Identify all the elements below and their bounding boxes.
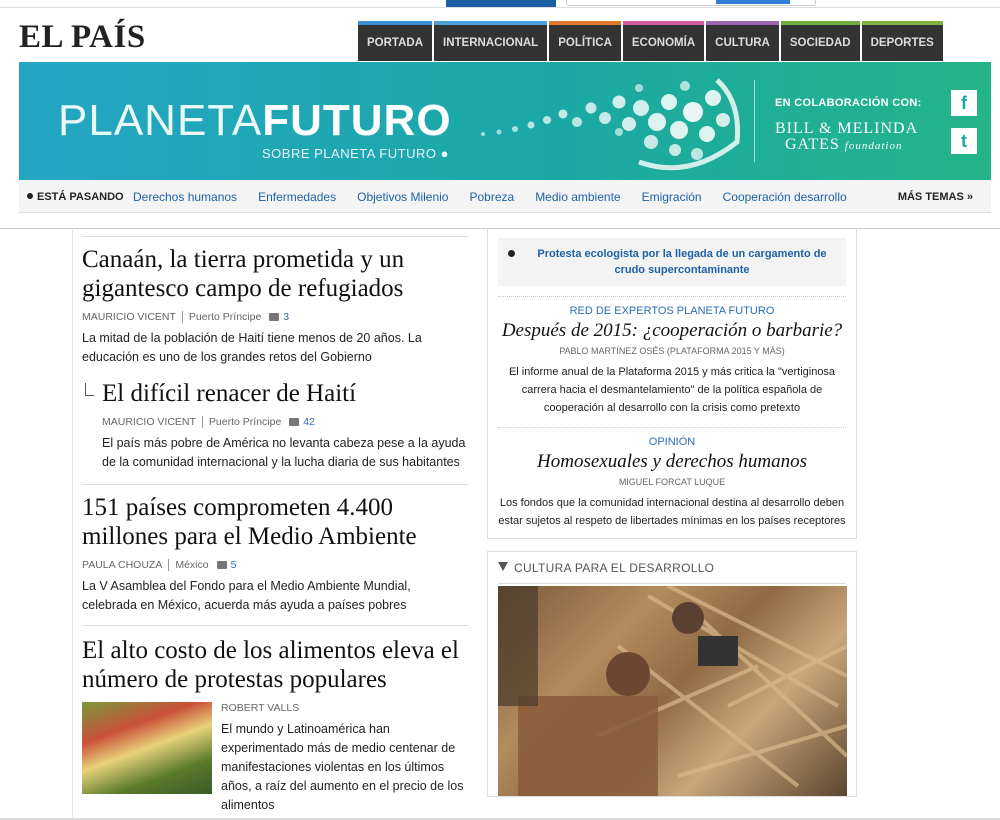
more-topics-link[interactable]: MÁS TEMAS » <box>897 191 973 203</box>
article <box>82 626 468 820</box>
subnav-link[interactable]: Medio ambiente <box>535 190 621 204</box>
photo-texture <box>498 586 847 796</box>
twitter-icon[interactable]: t <box>951 128 977 154</box>
left-column <box>82 236 468 820</box>
nav-item-internacional[interactable]: INTERNACIONAL <box>434 21 547 61</box>
article-headline[interactable]: 151 países comprometen 4.400 millones para el Medio Ambiente <box>82 494 417 550</box>
opinion-byline[interactable]: PABLO MARTÍNEZ OSÉS (PLATAFORMA 2015 Y MÁS) <box>559 346 785 356</box>
nav-item-sociedad[interactable]: SOCIEDAD <box>781 21 860 61</box>
article-summary: La V Asamblea del Fondo para el Medio Ambiente Mundial, celebrada en México, acuerda más ayuda a países pobres <box>82 579 411 612</box>
nav-item-portada[interactable]: PORTADA <box>358 21 432 61</box>
culture-section <box>487 551 857 797</box>
subnav-link[interactable]: Derechos humanos <box>133 190 238 204</box>
article-author[interactable]: MAURICIO VICENT <box>82 311 176 323</box>
opinion-text: Los fondos que la comunidad internacional destina al desarrollo deben estar sujetos al respeto de libertades mínimas en los países receptores <box>498 497 846 527</box>
right-column <box>487 228 857 797</box>
subnav-bar <box>19 180 991 213</box>
opinion-byline[interactable]: MIGUEL FORCAT LUQUE <box>618 477 726 487</box>
arrow-circle-icon: ● <box>440 146 449 161</box>
gates-foundation-logo[interactable]: BILL & MELINDA GATES foundation <box>775 120 919 153</box>
browser-top-strip <box>0 0 1000 8</box>
comment-count[interactable]: 5 <box>217 559 237 571</box>
article-summary: El mundo y Latinoamérica han experimentado más de medio centenar de manifestaciones violentas en los últimos años, a raíz del aumento en el precio de los alimentos <box>221 722 464 812</box>
article <box>82 485 468 626</box>
section-photo[interactable] <box>498 586 847 796</box>
opinion-text: El informe anual de la Plataforma 2015 y más critica la "vertiginosa carrera hacia el desmantelamiento" de la política española de cooperación al desarrollo con la crisis como pretexto <box>508 366 836 414</box>
article-text <box>221 702 468 815</box>
article-headline[interactable]: Canaán, la tierra prometida y un gigantesco campo de refugiados <box>82 246 405 302</box>
dots-globe-graphic <box>479 62 749 180</box>
nav-item-economia[interactable]: ECONOMÍA <box>623 21 704 61</box>
article-headline[interactable]: El alto costo de los alimentos eleva el número de protestas populares <box>82 637 459 693</box>
subnav-link[interactable]: Enfermedades <box>258 190 337 204</box>
article-summary: El país más pobre de América no levanta cabeza pese a la ayuda de la comunidad internacional y la lucha diaria de sus habitantes <box>102 436 466 469</box>
planeta-futuro-banner[interactable] <box>19 62 991 180</box>
banner-collab-label: EN COLABORACIÓN CON: <box>775 97 922 109</box>
banner-title: PLANETAFUTURO <box>58 96 452 145</box>
left-column-border <box>72 228 73 820</box>
article-meta <box>102 416 468 428</box>
nav-item-politica[interactable]: POLÍTICA <box>549 21 621 61</box>
opinion-title[interactable]: Después de 2015: ¿cooperación o barbarie? <box>501 320 843 341</box>
subnav-link[interactable]: Cooperación desarrollo <box>722 190 847 204</box>
banner-subtitle-link[interactable]: SOBRE PLANETA FUTURO ● <box>262 146 449 161</box>
main-nav <box>358 21 945 61</box>
article <box>82 236 468 485</box>
comment-count[interactable]: 42 <box>289 416 315 428</box>
sidebar-box <box>487 228 857 539</box>
comment-count[interactable]: 3 <box>269 311 289 323</box>
nav-item-deportes[interactable]: DEPORTES <box>862 21 943 61</box>
article-location: México <box>168 559 208 571</box>
facebook-icon[interactable]: f <box>951 90 977 116</box>
opinion-item <box>498 427 846 530</box>
article-body <box>82 702 468 815</box>
article-author[interactable]: PAULA CHOUZA <box>82 559 163 571</box>
opinion-item <box>498 296 846 417</box>
article-author[interactable]: MAURICIO VICENT <box>102 416 196 428</box>
article-author[interactable]: ROBERT VALLS <box>221 702 300 714</box>
section-title[interactable]: CULTURA PARA EL DESARROLLO <box>498 552 846 584</box>
article-thumbnail[interactable] <box>82 702 212 794</box>
alert-link[interactable]: Protesta ecologista por la llegada de un cargamento de crudo supercontaminante <box>498 238 846 286</box>
article-location: Puerto Príncipe <box>182 311 261 323</box>
banner-divider <box>754 80 755 162</box>
top-strip-search-button[interactable] <box>716 0 790 4</box>
opinion-title[interactable]: Homosexuales y derechos humanos <box>537 451 807 472</box>
subnav-link[interactable]: Pobreza <box>469 190 515 204</box>
subnav-link[interactable]: Emigración <box>641 190 702 204</box>
article-meta <box>82 559 468 571</box>
subnav-lead: ESTÁ PASANDO <box>27 191 124 203</box>
related-article <box>102 379 468 472</box>
subnav-links <box>133 190 868 204</box>
related-headline[interactable]: El difícil renacer de Haití <box>102 380 357 407</box>
opinion-kicker[interactable]: OPINIÓN <box>648 436 696 448</box>
nav-item-cultura[interactable]: CULTURA <box>706 21 779 61</box>
site-logo[interactable]: EL PAÍS <box>19 19 146 55</box>
top-strip-button[interactable] <box>446 0 556 7</box>
article-location: Puerto Príncipe <box>202 416 281 428</box>
article-summary: La mitad de la población de Haití tiene menos de 20 años. La educación es uno de los grandes retos del Gobierno <box>82 331 422 364</box>
article-meta <box>82 311 468 323</box>
opinion-kicker[interactable]: RED DE EXPERTOS PLANETA FUTURO <box>569 305 775 317</box>
subnav-link[interactable]: Objetivos Milenio <box>357 190 449 204</box>
